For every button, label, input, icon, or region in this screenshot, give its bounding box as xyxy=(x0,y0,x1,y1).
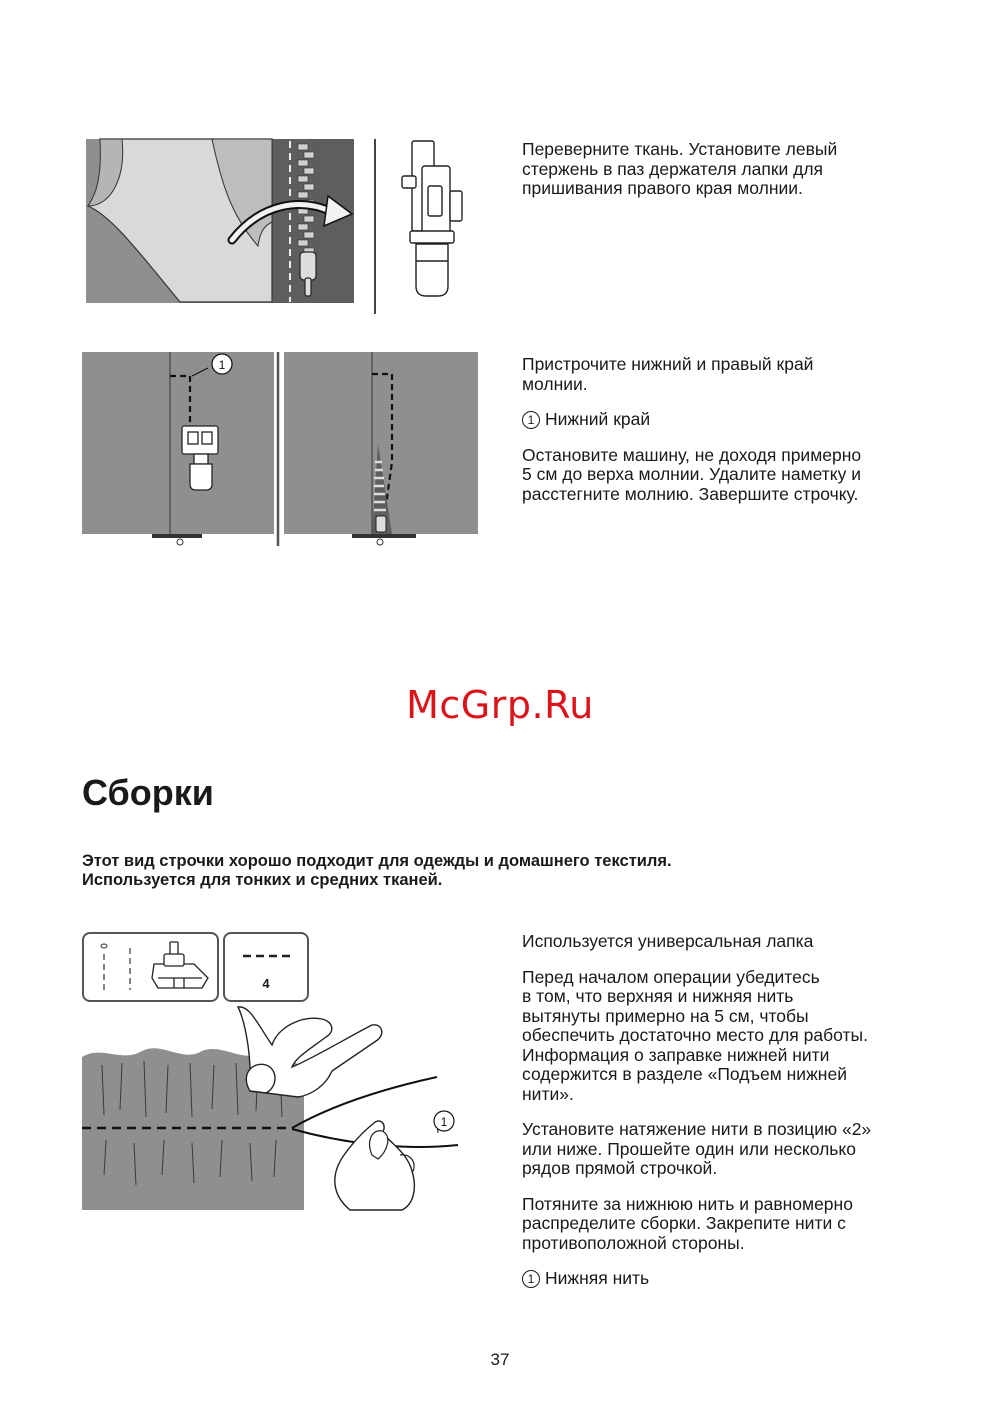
bobbin-thread-legend xyxy=(522,1269,942,1289)
foot-info: Используется универсальная лапка xyxy=(522,931,814,951)
callout-marker: 1 xyxy=(522,411,540,429)
section2-text xyxy=(522,355,942,520)
presser-foot-icon xyxy=(84,934,217,1000)
bottom-edge-legend xyxy=(522,410,942,430)
stitch-number: 4 xyxy=(262,976,270,991)
finish-stitch-instruction: Остановите машину, не доходя примерно 5 см до верха молнии. Удалите наметку и расстегните молнию. Завершите строчку. xyxy=(522,444,862,504)
watermark: McGrp.Ru xyxy=(406,683,594,727)
stitch-pattern-box xyxy=(223,932,309,1002)
bobbin-thread-label: Нижняя нить xyxy=(545,1268,650,1288)
gathering-text xyxy=(522,932,942,1305)
section-intro: Этот вид строчки хорошо подходит для одежды и домашнего текстиля. Используется для тонких и средних тканей. xyxy=(82,852,672,889)
bottom-edge-label: Нижний край xyxy=(545,409,651,429)
flip-fabric-instruction: Переверните ткань. Установите левый стержень в паз держателя лапки для пришивания правого края молнии. xyxy=(522,139,838,198)
gathering-illustration xyxy=(82,1005,472,1213)
zipper-flip-illustration xyxy=(82,136,382,318)
section-title: Сборки xyxy=(82,772,214,813)
pull-thread-instruction: Потяните за нижнюю нить и равномерно распределите сборки. Закрепите нити с противоположной стороны. xyxy=(522,1193,853,1253)
svg-text:1: 1 xyxy=(440,1115,448,1129)
straight-stitch-icon xyxy=(225,934,307,974)
presser-foot-box xyxy=(82,932,219,1002)
stitch-edges-instruction: Пристрочите нижний и правый край молнии. xyxy=(522,354,814,394)
svg-text:1: 1 xyxy=(218,358,226,372)
zipper-foot-icon xyxy=(392,136,472,306)
tension-instruction: Установите натяжение нити в позицию «2» или ниже. Прошейте один или несколько рядов прямой строчкой. xyxy=(522,1119,872,1178)
callout-marker: 1 xyxy=(522,1270,540,1288)
thread-prep-instruction: Перед началом операции убедитесь в том, что верхняя и нижняя нить вытянуты примерно на 5 см, чтобы обеспечить достаточно место для работы. Информация о заправке нижней нити содержится в разделе «Подъем нижней нити». xyxy=(522,966,868,1104)
section1-text xyxy=(522,140,942,215)
page-number: 37 xyxy=(490,1350,510,1369)
zipper-stitch-illustration xyxy=(82,352,478,548)
